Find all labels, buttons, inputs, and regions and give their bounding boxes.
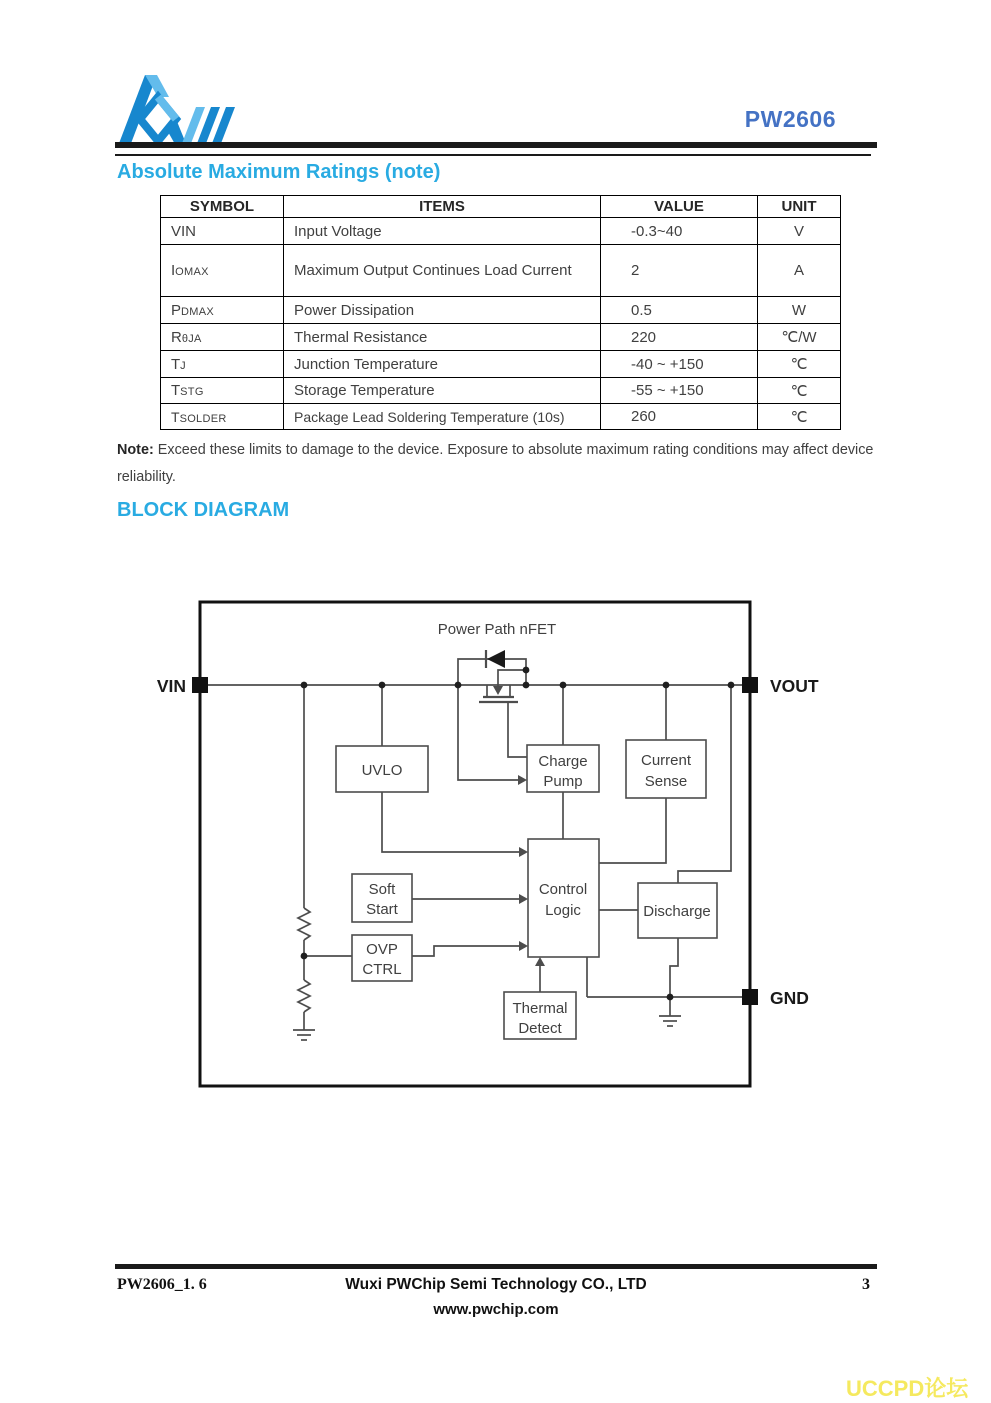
power-rail	[200, 685, 750, 997]
svg-text:Charge: Charge	[538, 753, 588, 770]
svg-text:Control: Control	[538, 881, 588, 898]
block-diagram	[140, 560, 840, 1140]
table-header-row	[161, 196, 841, 218]
svg-text:Detect: Detect	[518, 1020, 562, 1037]
table-row: TSTG Storage Temperature -55 ~ +150 ℃	[161, 378, 841, 404]
header-rule-thick	[115, 142, 877, 148]
discharge-block	[638, 883, 717, 938]
uvlo-block	[336, 746, 428, 792]
svg-text:Sense: Sense	[644, 773, 688, 790]
charge-pump-block	[527, 745, 599, 792]
thermal-detect-block	[504, 992, 576, 1039]
table-row: PDMAX Power Dissipation 0.5 W	[161, 297, 841, 324]
table-row: TSOLDER Package Lead Soldering Temperature (10s) 260 ℃	[161, 404, 841, 430]
header-rule-thin	[115, 154, 871, 156]
svg-text:Start: Start	[366, 901, 398, 918]
footer-website: www.pwchip.com	[433, 1301, 559, 1318]
product-number: PW2606	[744, 106, 836, 132]
footer-rule	[115, 1264, 877, 1269]
power-path-nfet	[438, 621, 556, 757]
svg-text:CTRL: CTRL	[362, 961, 402, 978]
vin-pin	[157, 676, 208, 696]
note-text: Exceed these limits to damage to the device. Exposure to absolute maximum rating conditions may affect device reliability.	[117, 442, 874, 485]
col-header-symbol: SYMBOL	[161, 196, 284, 218]
svg-text:Pump: Pump	[543, 773, 583, 790]
svg-text:GND: GND	[770, 988, 809, 1008]
fet-label: Power Path nFET	[437, 621, 557, 638]
svg-text:Thermal: Thermal	[512, 1000, 568, 1017]
table-row: TJ Junction Temperature -40 ~ +150 ℃	[161, 351, 841, 378]
vout-pin	[742, 676, 819, 696]
svg-text:Soft: Soft	[368, 881, 396, 898]
svg-text:Current: Current	[640, 752, 692, 769]
footer-company: Wuxi PWChip Semi Technology CO., LTD	[345, 1276, 647, 1293]
pwchip-logo	[118, 72, 242, 147]
table-row: RθJA Thermal Resistance 220 ℃/W	[161, 324, 841, 351]
uvlo-label: UVLO	[361, 762, 403, 779]
discharge-label: Discharge	[643, 903, 711, 920]
internal-wires	[293, 685, 731, 1040]
control-logic-block	[528, 839, 599, 957]
forum-watermark: UCCPD论坛	[846, 1376, 969, 1401]
col-header-unit: UNIT	[758, 196, 841, 218]
footer-doc-ref: PW2606_1. 6	[117, 1276, 207, 1293]
ovp-ctrl-block	[352, 935, 412, 981]
ratings-title: Absolute Maximum Ratings (note)	[117, 161, 441, 183]
soft-start-block	[352, 874, 412, 922]
footer-page-number: 3	[862, 1276, 870, 1293]
block-diagram-title: BLOCK DIAGRAM	[117, 499, 290, 521]
table-row: VIN Input Voltage -0.3~40 V	[161, 218, 841, 245]
gnd-pin	[742, 988, 809, 1008]
col-header-items: ITEMS	[284, 196, 601, 218]
col-header-value: VALUE	[601, 196, 758, 218]
svg-text:OVP: OVP	[366, 941, 398, 958]
table-row: IOMAX Maximum Output Continues Load Current 2 A	[161, 245, 841, 297]
body-diode	[458, 650, 526, 685]
svg-text:Logic: Logic	[545, 902, 581, 919]
ratings-note	[117, 437, 879, 491]
abs-max-ratings-table	[160, 195, 841, 430]
svg-text:VIN: VIN	[156, 676, 186, 696]
svg-text:VOUT: VOUT	[770, 676, 819, 696]
note-label: Note:	[117, 442, 154, 458]
current-sense-block	[626, 740, 706, 798]
chip-boundary	[200, 602, 750, 1086]
